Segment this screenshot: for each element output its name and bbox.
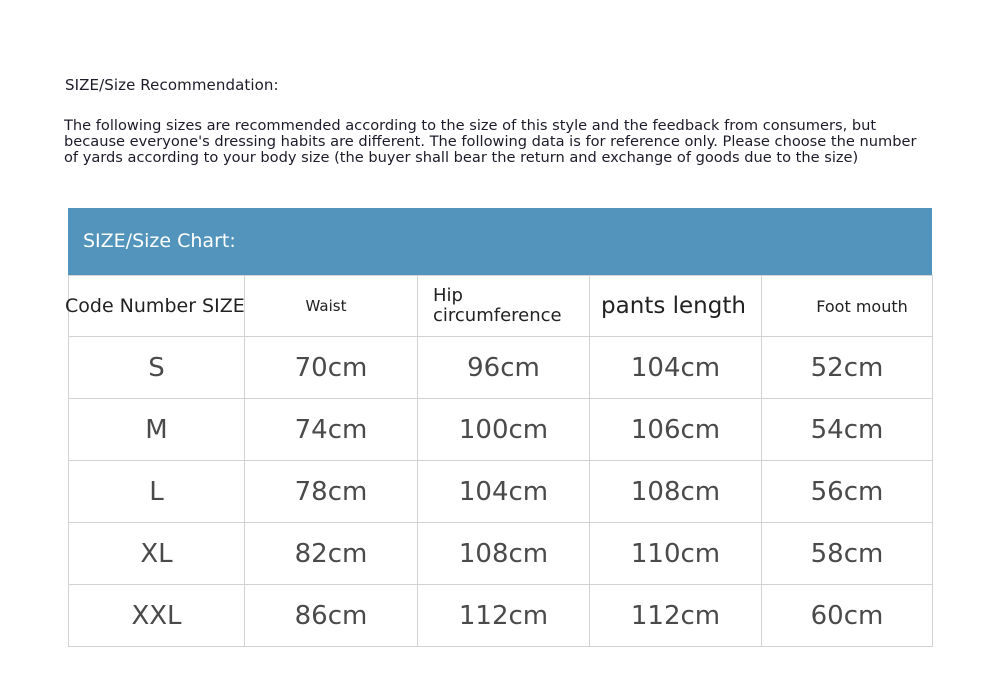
pants-length-cell: 112cm	[590, 585, 762, 647]
table-row	[69, 461, 933, 523]
column-header-code: Code Number SIZE	[69, 276, 245, 337]
foot-mouth-cell: 60cm	[762, 585, 933, 647]
foot-mouth-cell: 52cm	[762, 337, 933, 399]
size-cell: L	[69, 461, 245, 523]
size-recommendation-heading: SIZE/Size Recommendation:	[65, 76, 279, 94]
table-row	[69, 585, 933, 647]
waist-cell: 70cm	[245, 337, 418, 399]
waist-cell: 78cm	[245, 461, 418, 523]
size-recommendation-text: The following sizes are recommended according to the size of this style and the feedback from consumers, but because everyone's dressing habits are different. The following data is for reference only. Please choose the number of yards according to your body size (the buyer shall bear the return and exchange of goods due to the size)	[64, 117, 917, 166]
column-header-waist: Waist	[245, 276, 418, 337]
hip-cell: 108cm	[418, 523, 590, 585]
foot-mouth-cell: 54cm	[762, 399, 933, 461]
table-row	[69, 399, 933, 461]
size-chart	[65, 208, 932, 647]
hip-cell: 96cm	[418, 337, 590, 399]
pants-length-cell: 110cm	[590, 523, 762, 585]
size-table	[65, 275, 933, 647]
table-row	[69, 523, 933, 585]
hip-cell: 112cm	[418, 585, 590, 647]
waist-cell: 74cm	[245, 399, 418, 461]
hip-cell: 100cm	[418, 399, 590, 461]
table-row	[69, 337, 933, 399]
waist-cell: 82cm	[245, 523, 418, 585]
column-header-pants-length: pants length	[590, 276, 762, 337]
size-cell: XXL	[69, 585, 245, 647]
column-header-row	[69, 276, 933, 337]
column-header-foot-mouth: Foot mouth	[762, 276, 933, 337]
foot-mouth-cell: 58cm	[762, 523, 933, 585]
pants-length-cell: 106cm	[590, 399, 762, 461]
column-header-hip: Hip circumference	[418, 276, 590, 337]
size-cell: XL	[69, 523, 245, 585]
hip-cell: 104cm	[418, 461, 590, 523]
pants-length-cell: 108cm	[590, 461, 762, 523]
size-cell: M	[69, 399, 245, 461]
pants-length-cell: 104cm	[590, 337, 762, 399]
waist-cell: 86cm	[245, 585, 418, 647]
foot-mouth-cell: 56cm	[762, 461, 933, 523]
size-cell: S	[69, 337, 245, 399]
size-chart-title: SIZE/Size Chart:	[68, 208, 932, 275]
